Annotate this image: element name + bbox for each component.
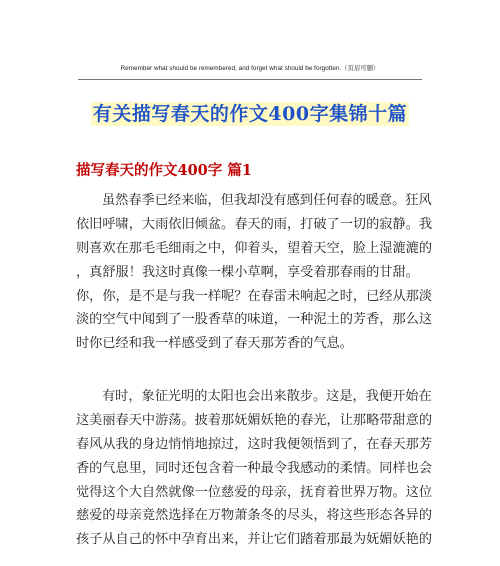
paragraph-line: 这美丽春天中游荡。披着那妩媚妖艳的春光，让那略带甜意的 (76, 412, 433, 428)
paragraph-line: 你，你，是不是与我一样呢？在春雷未响起之时，已经从那淡 (76, 288, 433, 304)
paragraph-line: 有时，象征光明的太阳也会出来散步。这是，我便开始在 (102, 389, 432, 404)
paragraph-line: 依旧呼啸，大雨依旧倾盆。春天的雨，打破了一切的寂静。我 (76, 216, 433, 232)
page-header-text: Remember what should be remembered, and forget what should be forgotten.（页眉可删） (120, 65, 380, 72)
paragraph-line: ，真舒服！我这时真像一棵小草啊，享受着那春雨的甘甜。 (76, 264, 419, 280)
paragraph-line: 虽然春季已经来临，但我却没有感到任何春的暖意。狂风 (102, 193, 432, 208)
paragraph-line: 觉得这个大自然就像一位慈爱的母亲，抚育着世界万物。这位 (76, 484, 433, 500)
paragraph-line: 香的气息里，同时还包含着一种最令我感动的柔情。同样也会 (76, 460, 433, 476)
document-title (0, 99, 500, 126)
paragraph-line: 孩子从自己的怀中孕育出来，并让它们踏着那最为妩媚妖艳的 (76, 532, 433, 548)
paragraph-line: 春风从我的身边悄悄地掠过，这时我便领悟到了，在春天那芳 (76, 436, 433, 452)
paragraph-1 (76, 189, 433, 356)
paragraph-2 (76, 385, 433, 552)
paragraph-line: 时你已经和我一样感受到了春天那芳香的气息。 (76, 336, 353, 352)
paragraph-line: 淡的空气中闻到了一股香草的味道，一种泥土的芳香，那么这 (76, 312, 433, 328)
paragraph-line: 则喜欢在那毛毛细雨之中，仰着头，望着天空，脸上湿漉漉的 (76, 240, 433, 256)
paragraph-line: 慈爱的母亲竟然选择在万物萧条冬的尽头，将这些形态各异的 (76, 508, 433, 524)
document-title-text: 有关描写春天的作文400字集锦十篇 (92, 103, 408, 125)
section-title: 描写春天的作文400字 篇1 (76, 162, 252, 179)
header-divider (78, 79, 422, 80)
